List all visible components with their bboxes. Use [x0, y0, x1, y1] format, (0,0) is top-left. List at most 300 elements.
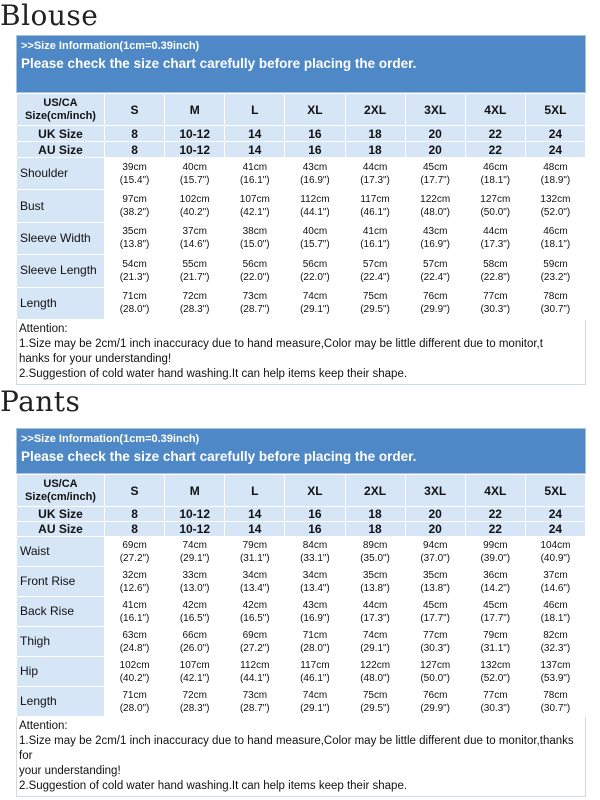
- cm-value: 74cm: [182, 539, 207, 551]
- au-size-label: AU Size: [17, 142, 105, 158]
- measurement-cell: [105, 158, 165, 190]
- inch-value: (28.0"): [119, 304, 150, 316]
- blouse-attention-note: [16, 320, 586, 385]
- attention-line: 2.Suggestion of cold water hand washing.It can help items keep their shape.: [19, 780, 408, 792]
- cm-value: 69cm: [242, 629, 268, 641]
- inch-value: (15.7"): [179, 174, 210, 186]
- inch-value: (29.1"): [360, 642, 390, 654]
- size-header-cell: L: [225, 94, 285, 126]
- measurement-row: [17, 627, 586, 657]
- measurement-cell: [285, 627, 345, 657]
- cm-value: 77cm: [483, 689, 508, 701]
- cm-value: 127cm: [420, 659, 451, 671]
- size-header-cell: 4XL: [465, 475, 525, 507]
- cm-value: 71cm: [122, 291, 147, 303]
- cm-value: 104cm: [540, 539, 571, 551]
- measurement-cell: [105, 657, 165, 687]
- measurement-cell: [345, 657, 405, 687]
- cm-value: 58cm: [483, 258, 508, 270]
- measurement-row: [17, 287, 586, 319]
- cm-value: 56cm: [302, 258, 328, 270]
- measurement-cell: [345, 537, 405, 567]
- measurement-cell: [105, 597, 165, 627]
- cm-value: 46cm: [543, 599, 568, 611]
- measurement-label: Waist: [17, 537, 105, 567]
- size-info-note: >>Size Information(1cm=0.39inch): [21, 433, 200, 445]
- measurement-cell: [165, 567, 225, 597]
- measurement-row: [17, 190, 586, 222]
- au-size-row: [17, 522, 586, 537]
- inch-value: (40.2"): [119, 672, 150, 684]
- inch-value: (44.1"): [239, 672, 270, 684]
- cm-value: 46cm: [483, 161, 508, 173]
- cm-value: 74cm: [302, 291, 328, 303]
- size-header-cell: S: [105, 94, 165, 126]
- cm-value: 36cm: [483, 569, 508, 581]
- uk-size-cell: 24: [525, 507, 585, 522]
- inch-value: (29.1"): [300, 702, 330, 714]
- measurement-row: [17, 567, 586, 597]
- measurement-row: [17, 255, 586, 287]
- measurement-cell: [165, 537, 225, 567]
- measurement-row: [17, 158, 586, 190]
- measurement-cell: [105, 222, 165, 254]
- uk-size-cell: 22: [465, 126, 525, 142]
- us-ca-size-label: [17, 475, 105, 507]
- pants-title: Pants: [0, 385, 81, 418]
- measurement-label: Bust: [17, 190, 105, 222]
- inch-value: (50.0"): [480, 207, 511, 219]
- size-header-cell: 2XL: [345, 475, 405, 507]
- attention-line: 1.Size may be 2cm/1 inch inaccuracy due to hand measure,Color may be little different due to monitor,thanks for: [19, 735, 574, 762]
- inch-value: (30.3"): [480, 304, 511, 316]
- measurement-label: Length: [17, 287, 105, 319]
- au-size-cell: 22: [465, 522, 525, 537]
- inch-value: (16.9"): [300, 612, 330, 624]
- inch-value: (17.7"): [480, 612, 511, 624]
- size-header-cell: XL: [285, 475, 345, 507]
- cm-value: 42cm: [242, 599, 268, 611]
- cm-value: 76cm: [422, 291, 448, 303]
- attention-line: 1.Size may be 2cm/1 inch inaccuracy due to hand measure,Color may be little different due to monitor,t: [19, 337, 543, 350]
- inch-value: (28.7"): [239, 304, 270, 316]
- check-size-note: Please check the size chart carefully before placing the order.: [21, 449, 417, 464]
- inch-value: (13.8"): [119, 239, 150, 251]
- au-size-cell: 16: [285, 522, 345, 537]
- inch-value: (29.1"): [179, 552, 210, 564]
- measurement-cell: [345, 190, 405, 222]
- measurement-cell: [285, 687, 345, 717]
- measurement-cell: [105, 567, 165, 597]
- measurement-cell: [225, 287, 285, 319]
- cm-inch-label: Size(cm/inch): [25, 490, 96, 503]
- measurement-cell: [165, 627, 225, 657]
- measurement-cell: [345, 222, 405, 254]
- uk-size-cell: 16: [285, 507, 345, 522]
- inch-value: (17.7"): [420, 612, 451, 624]
- inch-value: (15.4"): [119, 174, 150, 186]
- cm-value: 79cm: [242, 539, 268, 551]
- cm-value: 99cm: [483, 539, 508, 551]
- measurement-cell: [225, 687, 285, 717]
- inch-value: (28.3"): [179, 304, 210, 316]
- uk-size-cell: 20: [405, 507, 465, 522]
- inch-value: (42.1"): [179, 672, 210, 684]
- measurement-cell: [225, 222, 285, 254]
- uk-size-cell: 24: [525, 126, 585, 142]
- size-header-cell: 2XL: [345, 94, 405, 126]
- au-size-cell: 10-12: [165, 522, 225, 537]
- measurement-cell: [285, 190, 345, 222]
- measurement-label: Thigh: [17, 627, 105, 657]
- au-size-cell: 8: [105, 522, 165, 537]
- cm-value: 94cm: [422, 539, 448, 551]
- cm-value: 82cm: [543, 629, 568, 641]
- measurement-cell: [285, 657, 345, 687]
- inch-value: (18.1"): [540, 612, 571, 624]
- inch-value: (29.1"): [300, 304, 330, 316]
- au-size-cell: 18: [345, 522, 405, 537]
- cm-value: 54cm: [122, 258, 147, 270]
- inch-value: (16.9"): [300, 174, 330, 186]
- inch-value: (40.9"): [540, 552, 571, 564]
- measurement-label: Hip: [17, 657, 105, 687]
- cm-value: 137cm: [540, 659, 571, 671]
- measurement-cell: [345, 597, 405, 627]
- measurement-cell: [465, 567, 525, 597]
- inch-value: (26.0"): [179, 642, 210, 654]
- measurement-cell: [225, 657, 285, 687]
- uk-size-cell: 22: [465, 507, 525, 522]
- cm-value: 77cm: [483, 291, 508, 303]
- cm-value: 72cm: [182, 689, 207, 701]
- inch-value: (16.1"): [119, 612, 150, 624]
- cm-value: 39cm: [122, 161, 147, 173]
- measurement-label: Sleeve Width: [17, 222, 105, 254]
- measurement-cell: [285, 222, 345, 254]
- inch-value: (15.7"): [300, 239, 330, 251]
- measurement-cell: [345, 627, 405, 657]
- cm-value: 74cm: [362, 629, 388, 641]
- cm-value: 40cm: [182, 161, 207, 173]
- inch-value: (22.8"): [480, 271, 511, 283]
- pants-info-banner: [16, 428, 586, 474]
- measurement-cell: [465, 287, 525, 319]
- blouse-size-table: [16, 93, 586, 320]
- cm-value: 44cm: [362, 161, 388, 173]
- measurement-cell: [525, 627, 585, 657]
- cm-value: 44cm: [483, 226, 508, 238]
- inch-value: (13.4"): [239, 582, 270, 594]
- measurement-cell: [465, 657, 525, 687]
- uk-size-label: UK Size: [17, 507, 105, 522]
- measurement-cell: [225, 567, 285, 597]
- cm-value: 69cm: [122, 539, 147, 551]
- au-size-cell: 14: [225, 522, 285, 537]
- inch-value: (16.5"): [179, 612, 210, 624]
- au-size-cell: 16: [285, 142, 345, 158]
- cm-value: 32cm: [122, 569, 147, 581]
- measurement-cell: [465, 537, 525, 567]
- cm-value: 112cm: [300, 194, 330, 206]
- cm-value: 56cm: [242, 258, 268, 270]
- measurement-cell: [225, 537, 285, 567]
- au-size-label: AU Size: [17, 522, 105, 537]
- us-ca-label: US/CA: [43, 96, 78, 109]
- cm-value: 127cm: [480, 194, 511, 206]
- blouse-title: Blouse: [0, 0, 99, 32]
- cm-value: 40cm: [302, 226, 328, 238]
- measurement-cell: [165, 287, 225, 319]
- inch-value: (31.1"): [239, 552, 270, 564]
- inch-value: (29.9"): [420, 304, 451, 316]
- inch-value: (29.5"): [360, 304, 390, 316]
- cm-value: 132cm: [480, 659, 511, 671]
- measurement-label: Sleeve Length: [17, 255, 105, 287]
- attention-line: Attention:: [19, 322, 68, 335]
- inch-value: (30.3"): [480, 702, 511, 714]
- cm-value: 73cm: [242, 291, 268, 303]
- inch-value: (13.0"): [179, 582, 210, 594]
- size-header-cell: L: [225, 475, 285, 507]
- au-size-cell: 24: [525, 522, 585, 537]
- attention-line: Attention:: [19, 720, 68, 732]
- cm-value: 78cm: [543, 291, 568, 303]
- uk-size-cell: 14: [225, 507, 285, 522]
- measurement-cell: [525, 190, 585, 222]
- au-size-cell: 20: [405, 142, 465, 158]
- inch-value: (17.7"): [420, 174, 451, 186]
- measurement-cell: [105, 287, 165, 319]
- size-header-cell: XL: [285, 94, 345, 126]
- uk-size-row: [17, 507, 586, 522]
- inch-value: (28.7"): [239, 702, 270, 714]
- au-size-cell: 14: [225, 142, 285, 158]
- inch-value: (21.7"): [179, 271, 210, 283]
- cm-value: 43cm: [422, 226, 448, 238]
- measurement-cell: [285, 567, 345, 597]
- size-header-row: [17, 475, 586, 507]
- cm-value: 78cm: [543, 689, 568, 701]
- measurement-cell: [525, 567, 585, 597]
- size-header-cell: S: [105, 475, 165, 507]
- inch-value: (14.6"): [179, 239, 210, 251]
- measurement-cell: [465, 158, 525, 190]
- blouse-size-chart: [16, 35, 586, 385]
- inch-value: (15.0"): [239, 239, 270, 251]
- measurement-cell: [165, 255, 225, 287]
- inch-value: (48.0"): [360, 672, 390, 684]
- cm-value: 48cm: [543, 161, 568, 173]
- measurement-cell: [405, 287, 465, 319]
- inch-value: (13.8"): [420, 582, 451, 594]
- inch-value: (40.2"): [179, 207, 210, 219]
- cm-value: 34cm: [302, 569, 328, 581]
- uk-size-cell: 18: [345, 126, 405, 142]
- measurement-cell: [465, 627, 525, 657]
- measurement-cell: [165, 597, 225, 627]
- inch-value: (16.1"): [360, 239, 390, 251]
- measurement-cell: [405, 537, 465, 567]
- cm-value: 122cm: [420, 194, 451, 206]
- inch-value: (18.1"): [480, 174, 511, 186]
- cm-value: 55cm: [182, 258, 207, 270]
- uk-size-cell: 14: [225, 126, 285, 142]
- cm-value: 79cm: [483, 629, 508, 641]
- cm-value: 89cm: [362, 539, 388, 551]
- cm-value: 59cm: [543, 258, 568, 270]
- inch-value: (53.9"): [540, 672, 571, 684]
- measurement-cell: [525, 657, 585, 687]
- measurement-cell: [225, 190, 285, 222]
- au-size-cell: 8: [105, 142, 165, 158]
- measurement-cell: [525, 537, 585, 567]
- inch-value: (52.0"): [540, 207, 571, 219]
- measurement-cell: [165, 222, 225, 254]
- inch-value: (38.2"): [119, 207, 150, 219]
- au-size-cell: 20: [405, 522, 465, 537]
- inch-value: (50.0"): [420, 672, 451, 684]
- uk-size-cell: 20: [405, 126, 465, 142]
- measurement-cell: [105, 190, 165, 222]
- cm-value: 97cm: [122, 194, 147, 206]
- measurement-cell: [345, 287, 405, 319]
- measurement-cell: [465, 255, 525, 287]
- inch-value: (13.4"): [300, 582, 330, 594]
- cm-value: 41cm: [242, 161, 268, 173]
- measurement-cell: [405, 158, 465, 190]
- uk-size-label: UK Size: [17, 126, 105, 142]
- measurement-label: Back Rise: [17, 597, 105, 627]
- inch-value: (30.7"): [540, 304, 571, 316]
- us-ca-size-label: [17, 94, 105, 126]
- cm-value: 74cm: [302, 689, 328, 701]
- attention-line: 2.Suggestion of cold water hand washing.It can help items keep their shape.: [19, 367, 408, 380]
- measurement-cell: [405, 657, 465, 687]
- cm-value: 37cm: [543, 569, 568, 581]
- measurement-cell: [345, 567, 405, 597]
- inch-value: (28.3"): [179, 702, 210, 714]
- inch-value: (24.8"): [119, 642, 150, 654]
- cm-value: 102cm: [179, 194, 210, 206]
- cm-value: 34cm: [242, 569, 268, 581]
- inch-value: (14.6"): [540, 582, 571, 594]
- measurement-cell: [165, 657, 225, 687]
- measurement-cell: [285, 537, 345, 567]
- cm-value: 57cm: [362, 258, 388, 270]
- inch-value: (27.2"): [119, 552, 150, 564]
- measurement-cell: [465, 190, 525, 222]
- cm-value: 41cm: [122, 599, 147, 611]
- uk-size-cell: 8: [105, 126, 165, 142]
- measurement-cell: [405, 255, 465, 287]
- inch-value: (13.8"): [360, 582, 390, 594]
- cm-value: 45cm: [422, 161, 448, 173]
- au-size-cell: 24: [525, 142, 585, 158]
- size-header-cell: M: [165, 475, 225, 507]
- measurement-cell: [285, 287, 345, 319]
- inch-value: (32.3"): [540, 642, 571, 654]
- measurement-row: [17, 222, 586, 254]
- inch-value: (16.5"): [239, 612, 270, 624]
- cm-value: 107cm: [179, 659, 210, 671]
- inch-value: (18.9"): [540, 174, 571, 186]
- inch-value: (52.0"): [480, 672, 511, 684]
- measurement-cell: [105, 687, 165, 717]
- inch-value: (22.4"): [360, 271, 390, 283]
- measurement-cell: [105, 627, 165, 657]
- inch-value: (28.0"): [119, 702, 150, 714]
- measurement-cell: [345, 687, 405, 717]
- uk-size-cell: 10-12: [165, 507, 225, 522]
- inch-value: (17.3"): [480, 239, 511, 251]
- inch-value: (18.1"): [540, 239, 571, 251]
- inch-value: (33.1"): [300, 552, 330, 564]
- measurement-cell: [525, 687, 585, 717]
- cm-value: 76cm: [422, 689, 448, 701]
- cm-value: 35cm: [122, 226, 147, 238]
- size-header-cell: 3XL: [405, 94, 465, 126]
- au-size-cell: 22: [465, 142, 525, 158]
- size-header-cell: M: [165, 94, 225, 126]
- inch-value: (29.5"): [360, 702, 390, 714]
- inch-value: (46.1"): [300, 672, 330, 684]
- measurement-cell: [105, 255, 165, 287]
- inch-value: (44.1"): [300, 207, 330, 219]
- cm-value: 45cm: [483, 599, 508, 611]
- inch-value: (17.3"): [360, 174, 390, 186]
- inch-value: (16.9"): [420, 239, 451, 251]
- inch-value: (37.0"): [420, 552, 451, 564]
- measurement-cell: [165, 158, 225, 190]
- cm-value: 77cm: [422, 629, 448, 641]
- size-info-note: >>Size Information(1cm=0.39inch): [21, 40, 200, 52]
- measurement-cell: [165, 190, 225, 222]
- measurement-cell: [465, 222, 525, 254]
- cm-value: 43cm: [302, 599, 328, 611]
- inch-value: (30.7"): [540, 702, 571, 714]
- size-header-cell: 5XL: [525, 94, 585, 126]
- inch-value: (17.3"): [360, 612, 390, 624]
- uk-size-cell: 18: [345, 507, 405, 522]
- check-size-note: Please check the size chart carefully before placing the order.: [21, 56, 417, 71]
- cm-value: 71cm: [122, 689, 147, 701]
- cm-value: 41cm: [362, 226, 388, 238]
- measurement-row: [17, 657, 586, 687]
- cm-value: 117cm: [360, 194, 390, 206]
- measurement-cell: [525, 255, 585, 287]
- measurement-cell: [405, 597, 465, 627]
- measurement-cell: [465, 687, 525, 717]
- cm-value: 75cm: [362, 689, 388, 701]
- measurement-row: [17, 537, 586, 567]
- measurement-cell: [525, 222, 585, 254]
- measurement-cell: [405, 687, 465, 717]
- cm-value: 44cm: [362, 599, 388, 611]
- measurement-cell: [225, 627, 285, 657]
- inch-value: (39.0"): [480, 552, 511, 564]
- measurement-cell: [225, 597, 285, 627]
- cm-value: 57cm: [422, 258, 448, 270]
- size-header-cell: 3XL: [405, 475, 465, 507]
- uk-size-cell: 8: [105, 507, 165, 522]
- au-size-cell: 10-12: [165, 142, 225, 158]
- measurement-cell: [405, 222, 465, 254]
- inch-value: (12.6"): [119, 582, 150, 594]
- cm-value: 33cm: [182, 569, 207, 581]
- size-header-row: [17, 94, 586, 126]
- inch-value: (16.1"): [239, 174, 270, 186]
